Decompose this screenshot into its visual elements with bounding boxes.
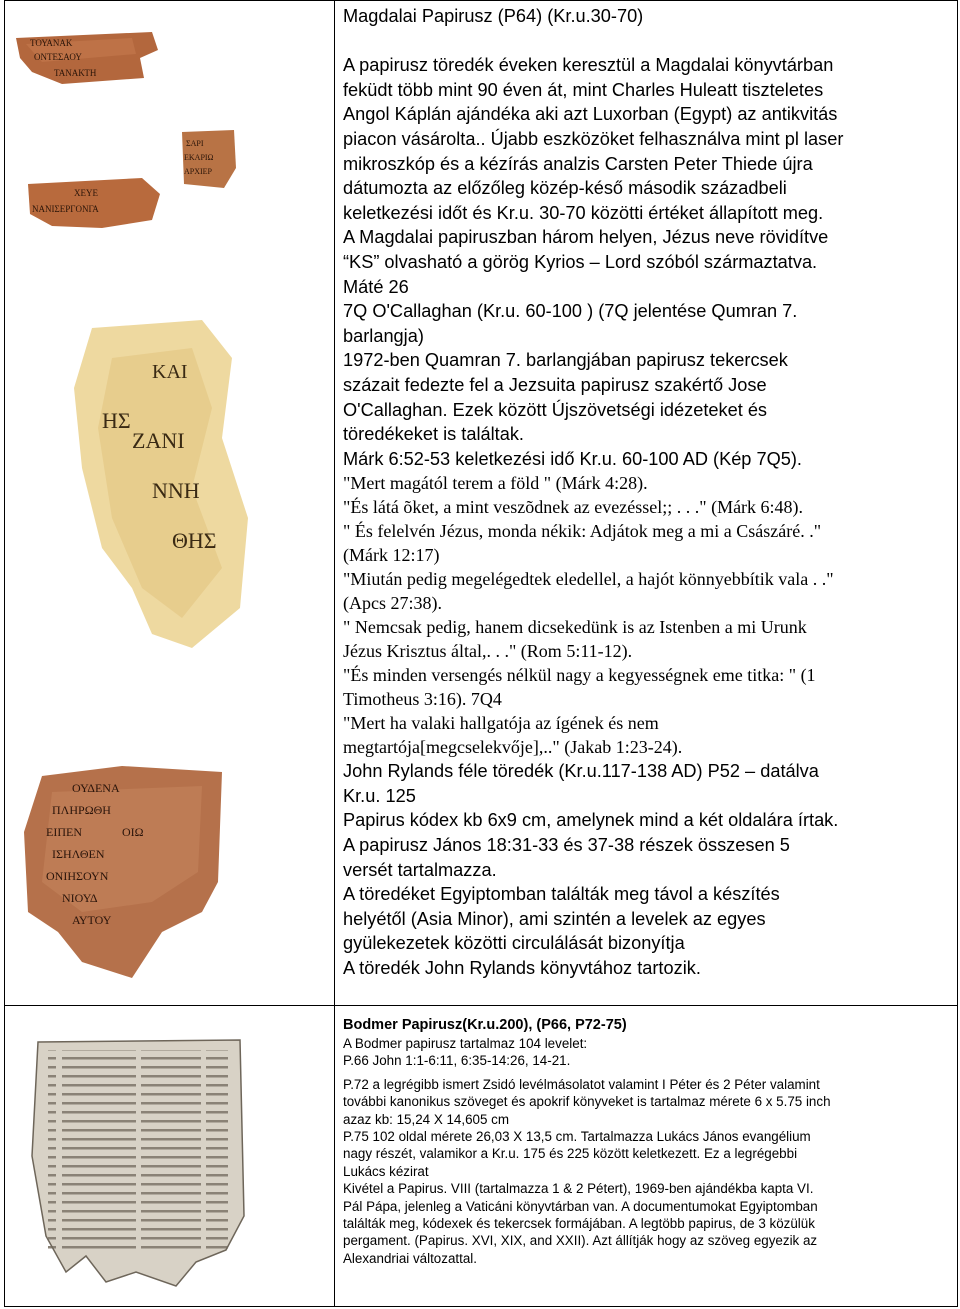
rylands-line: gyülekezetek közötti circulálását bizonyítja — [343, 933, 685, 954]
text-line: mikroszkóp és a kézírás analzis Carsten Peter Thiede újra — [343, 153, 813, 174]
bodmer-line: további kanonikus szöveget és apokrif könyveket is tartalmaz mérete 6 x 5.75 inch — [343, 1094, 831, 1110]
magdalai-title: Magdalai Papirusz (P64) (Kr.u.30-70) — [343, 6, 644, 26]
bodmer-line: Lukács kézirat — [343, 1163, 429, 1179]
row-divider — [4, 1005, 958, 1006]
p52-rylands-fragment-image — [22, 762, 228, 984]
bodmer-line: P.66 John 1:1-6:11, 6:35-14:26, 14-21. — [343, 1053, 571, 1069]
p52-line-8: ΑΥΤΟΥ — [72, 913, 112, 927]
bodmer-line: Alexandriai változattal. — [343, 1250, 477, 1266]
p64-top-line-3: ΤΑΝΑΚΤΗ — [54, 68, 97, 78]
quote-line: "Miután pedig megelégedtek eledellel, a hajót könnyebbítik vala . ." — [343, 569, 834, 590]
quote-line: "És minden versengés nélkül nagy a kegyességnek eme titka: " (1 — [343, 665, 816, 686]
column-divider — [334, 0, 335, 1307]
p52-line-2: ΠΛΗΡΩΘΗ — [52, 803, 111, 817]
p64-small-line-2: ΕΚΑΡΙΩ — [184, 153, 214, 162]
rylands-line: A papirusz János 18:31-33 és 37-38 részek összesen 5 — [343, 835, 790, 856]
quote-line: " És felelvén Jézus, monda nékik: Adjátok meg a mi a Császáré. ." — [343, 521, 822, 542]
7q5-line-4: ΝΝΗ — [152, 478, 200, 503]
text-line: A Magdalai papiruszban három helyen, Jézus neve rövidítve — [343, 227, 829, 248]
text-line: Máté 26 — [343, 276, 409, 297]
bodmer-line: nagy részét, valamikor a Kr.u. 175 és 225 között keletkezett. Ez a legrégebbi — [343, 1146, 798, 1162]
p64-mid-line-1: ΧΕΥΕ — [74, 188, 98, 198]
bodmer-line: A Bodmer papirusz tartalmaz 104 levelet: — [343, 1036, 588, 1051]
7q5-line-3: ΖΑΝΙ — [132, 428, 185, 453]
p52-line-7: ΝΙΟΥΔ — [62, 891, 98, 905]
bodmer-line: találták meg, kódexek és tekercsek formájában. A legtöbb papirus, de 3 közülük — [343, 1216, 815, 1232]
7q5-fragment-image — [72, 318, 252, 658]
p64-fragment-small-image — [178, 128, 238, 190]
p64-fragment-mid-image — [22, 174, 164, 232]
quote-line: "Mert magától terem a föld " (Márk 4:28). — [343, 473, 648, 494]
text-line: 7Q O'Callaghan (Kr.u. 60-100 ) (7Q jelentése Qumran 7. — [343, 301, 798, 322]
p52-line-5: ΙΣΗΛΘΕΝ — [52, 847, 105, 861]
text-line: Márk 6:52-53 keletkezési idő Kr.u. 60-100 AD (Kép 7Q5). — [343, 448, 802, 469]
quote-line: "És látá õket, a mint veszõdnek az evezéssel;; . . ." (Márk 6:48). — [343, 497, 804, 518]
p52-line-4: ΟΙΩ — [122, 825, 144, 839]
rylands-line: Papirus kódex kb 6x9 cm, amelynek mind a két oldalára írtak. — [343, 810, 839, 831]
quote-line: Timotheus 3:16). 7Q4 — [343, 689, 502, 710]
text-line: százait fedezte fel a Jezsuita papirusz szakértő Jose — [343, 374, 767, 395]
text-line: töredékeket is találtak. — [343, 424, 524, 445]
7q5-line-2: ΗΣ — [102, 408, 131, 433]
quote-line: (Apcs 27:38). — [343, 593, 442, 614]
p52-line-6: ΟΝΙΗΣΟΥΝ — [46, 869, 109, 883]
p64-small-line-1: ΣΑΡΙ — [186, 139, 204, 148]
bodmer-line: P.72 a legrégibb ismert Zsidó levélmásolatot valamint I Péter és 2 Péter valamint — [343, 1076, 820, 1092]
bodmer-heading: Bodmer Papirusz(Kr.u.200), (P66, P72-75) — [343, 1017, 627, 1033]
quote-line: (Márk 12:17) — [343, 545, 440, 566]
p64-fragment-top-image — [12, 28, 162, 88]
quote-line: megtartója[megcselekvője],.." (Jakab 1:23-24). — [343, 737, 683, 758]
p64-mid-line-2: ΝΑΝΙΣΕΡΓΟΝΓΑ — [32, 204, 99, 214]
bodmer-line: Pál Pápa, jelenleg a Vaticáni könyvtárban van. A documentumokat Egyiptomban — [343, 1198, 818, 1214]
text-line — [343, 29, 949, 54]
text-line: feküdt több mint 90 éven át, mint Charles Huleatt tiszteletes — [343, 79, 824, 100]
p64-top-line-1: ΤΟΥΑΝΑΚ — [30, 38, 73, 48]
bodmer-line: P.75 102 oldal mérete 26,03 X 13,5 cm. Tartalmazza Lukács János evangélium — [343, 1129, 811, 1145]
text-line: piacon vásárolta.. Újabb eszközöket felhasználva mint pl laser — [343, 128, 844, 149]
rylands-line: A töredék John Rylands könyvtához tartozik. — [343, 958, 701, 979]
bodmer-line: azaz kb: 15,24 X 14,605 cm — [343, 1111, 509, 1127]
p52-line-3: ΕΙΠΕΝ — [46, 825, 82, 839]
7q5-line-1: ΚΑΙ — [152, 361, 188, 383]
quote-line: Jézus Krisztus által,. . ." (Rom 5:11-12). — [343, 641, 633, 662]
bodmer-line: pergament. (Papirus. XVI, XIX, and XXII). Azt állítják hogy az szöveg egyezik az — [343, 1233, 818, 1249]
p64-small-line-3: ΑΡΧΙΕΡ — [184, 167, 213, 176]
rylands-line: John Rylands féle töredék (Kr.u.117-138 AD) P52 – datálva — [343, 761, 819, 782]
p64-top-line-2: ΟΝΤΕΣΑΟΥ — [34, 52, 82, 62]
bodmer-line: Kivétel a Papirus. VIII (tartalmazza 1 & 2 Pétert), 1969-ben ajándékba kapta VI. — [343, 1181, 814, 1197]
text-line: “KS” olvasható a görög Kyrios – Lord szóból származtatva. — [343, 251, 818, 272]
text-line: keletkezési időt és Kr.u. 30-70 közötti értéket állapított meg. — [343, 202, 824, 223]
text-line: 1972-ben Quamran 7. barlangjában papirusz tekercsek — [343, 350, 788, 371]
text-line: A papirusz töredék éveken keresztül a Magdalai könyvtárban — [343, 55, 834, 76]
text-line: Angol Káplán ajándéka aki azt Luxorban (Egypt) az antikvitás — [343, 104, 838, 125]
rylands-line: versét tartalmazza. — [343, 859, 497, 880]
quote-line: "Mert ha valaki hallgatója az ígének és nem — [343, 713, 659, 734]
magdalai-text-column — [343, 4, 949, 981]
bodmer-text-column — [343, 1015, 949, 1267]
rylands-line: helyétől (Asia Minor), ami szintén a levelek az egyes — [343, 908, 766, 929]
text-line: barlangja) — [343, 325, 424, 346]
7q5-line-5: ΘΗΣ — [172, 528, 217, 553]
bodmer-papyrus-image — [26, 1036, 248, 1292]
text-line: O'Callaghan. Ezek között Újszövetségi idézeteket és — [343, 399, 768, 420]
p52-line-1: ΟΥΔΕΝΑ — [72, 781, 120, 795]
quote-line: " Nemcsak pedig, hanem dicsekedünk is az Istenben a mi Urunk — [343, 617, 807, 638]
rylands-line: Kr.u. 125 — [343, 785, 416, 806]
text-line: dátumozta az előzőleg közép-késő második századbeli — [343, 178, 787, 199]
rylands-line: A töredéket Egyiptomban találták meg távol a készítés — [343, 884, 780, 905]
